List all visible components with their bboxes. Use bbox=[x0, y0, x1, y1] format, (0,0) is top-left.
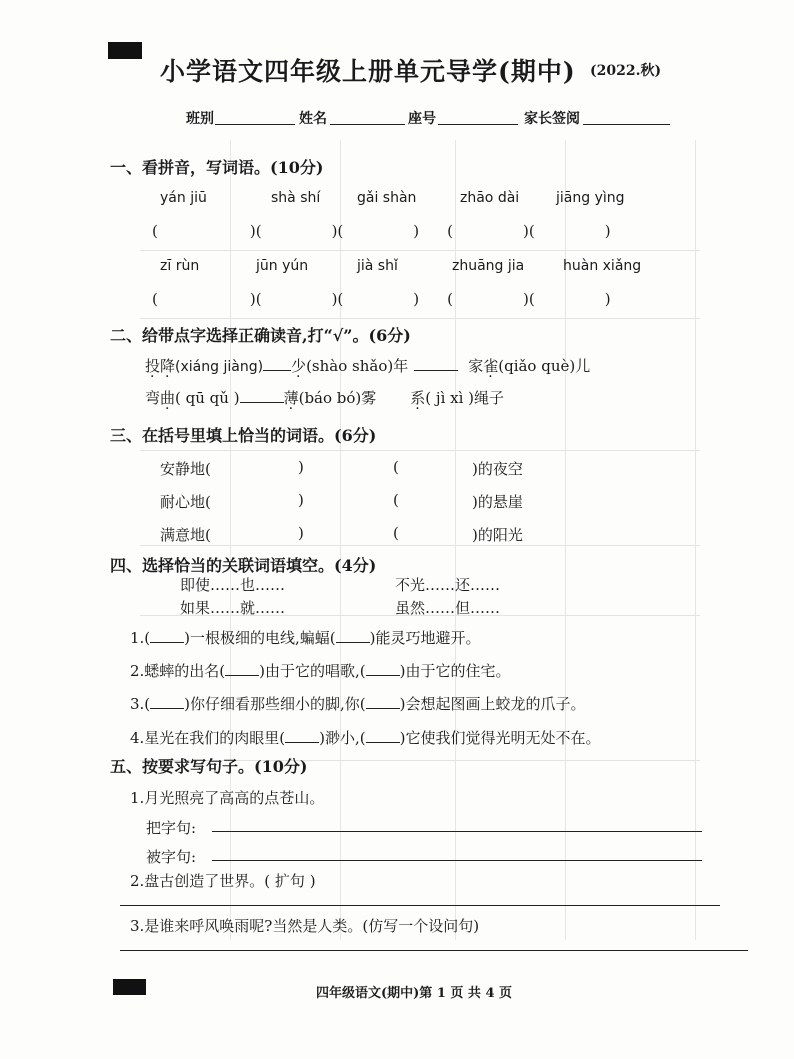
bei-sentence-label: 被字句: bbox=[146, 848, 197, 866]
term-label: (2022.秋) bbox=[590, 63, 662, 79]
class-label: 班别 bbox=[186, 111, 214, 127]
blank[interactable] bbox=[366, 708, 400, 709]
conjunction-option: 不光……还…… bbox=[395, 576, 501, 594]
question-4-3: 3.( )你仔细看那些细小的脚,你( )会想起图画上蛟龙的爪子。 bbox=[130, 695, 586, 713]
question-5-2: 2.盘古创造了世界。( 扩句 ) bbox=[130, 872, 316, 890]
blank[interactable] bbox=[226, 458, 296, 478]
blank[interactable] bbox=[226, 491, 296, 511]
conjunction-option: 虽然……但…… bbox=[395, 599, 501, 617]
class-field[interactable] bbox=[215, 124, 295, 125]
blank[interactable] bbox=[226, 524, 296, 544]
blank[interactable] bbox=[150, 708, 184, 709]
pinyin: zī rùn bbox=[160, 258, 200, 274]
pinyin: zhāo dài bbox=[460, 190, 520, 206]
ba-sentence-label: 把字句: bbox=[146, 819, 197, 837]
blank[interactable] bbox=[408, 524, 468, 544]
question-4-2: 2.蟋蟀的出名( )由于它的唱歌,( )由于它的住宅。 bbox=[130, 662, 511, 680]
bei-sentence-line[interactable] bbox=[212, 860, 702, 861]
corner-mark-bottom bbox=[113, 979, 146, 995]
section-1-title: 一、看拼音，写词语。(10分) bbox=[110, 158, 324, 177]
conjunction-option: 如果……就…… bbox=[180, 599, 286, 617]
section-2-title: 二、给带点字选择正确读音,打“√”。(6分) bbox=[110, 326, 411, 345]
question-5-1: 1.月光照亮了高高的点苍山。 bbox=[130, 789, 325, 807]
blank[interactable] bbox=[150, 642, 184, 643]
ba-sentence-line[interactable] bbox=[212, 831, 702, 832]
blank[interactable] bbox=[285, 742, 319, 743]
blank[interactable] bbox=[408, 458, 468, 478]
question-4-1: 1.( )一根极细的电线,蝙蝠( )能灵巧地避开。 bbox=[130, 629, 481, 647]
parent-sign-field[interactable] bbox=[583, 124, 670, 125]
answer-boxes-row-2[interactable]: ( )( )( ) ( )( ) bbox=[152, 290, 611, 308]
name-label: 姓名 bbox=[299, 111, 327, 127]
blank[interactable] bbox=[366, 742, 400, 743]
seat-field[interactable] bbox=[438, 124, 518, 125]
conjunction-option: 即使……也…… bbox=[180, 576, 286, 594]
pinyin: shà shí bbox=[271, 190, 321, 206]
reading-row-2: 弯曲( qū qǔ ) 薄(báo bó)雾 系( jì xì )绳子 bbox=[145, 389, 505, 407]
question-5-3: 3.是谁来呼风唤雨呢?当然是人类。(仿写一个设问句) bbox=[130, 917, 480, 935]
pinyin: yán jiū bbox=[160, 190, 207, 206]
corner-mark-top bbox=[108, 42, 142, 59]
answer-boxes-row-1[interactable]: ( )( )( ) ( )( ) bbox=[152, 222, 611, 240]
pinyin: jià shǐ bbox=[357, 258, 398, 274]
page-footer: 四年级语文(期中)第 1 页 共 4 页 bbox=[316, 986, 513, 1001]
seat-label: 座号 bbox=[408, 111, 436, 127]
expand-sentence-line[interactable] bbox=[120, 905, 720, 906]
pinyin: jūn yún bbox=[256, 258, 309, 274]
blank[interactable] bbox=[225, 675, 259, 676]
pinyin: gǎi shàn bbox=[357, 190, 417, 206]
name-field[interactable] bbox=[330, 124, 405, 125]
blank[interactable] bbox=[336, 642, 370, 643]
blank[interactable] bbox=[366, 675, 400, 676]
rhetorical-question-line[interactable] bbox=[120, 950, 748, 951]
page-title: 小学语文四年级上册单元导学(期中) bbox=[160, 57, 576, 86]
blank[interactable] bbox=[408, 491, 468, 511]
pinyin: huàn xiǎng bbox=[563, 258, 642, 274]
pinyin: jiāng yìng bbox=[556, 190, 625, 206]
pinyin: zhuāng jia bbox=[452, 258, 525, 274]
parent-sign-label: 家长签阅 bbox=[524, 111, 580, 127]
section-3-title: 三、在括号里填上恰当的词语。(6分) bbox=[110, 426, 377, 445]
section-4-title: 四、选择恰当的关联词语填空。(4分) bbox=[110, 556, 377, 575]
question-4-4: 4.星光在我们的肉眼里( )渺小,( )它使我们觉得光明无处不在。 bbox=[130, 729, 601, 747]
section-5-title: 五、按要求写句子。(10分) bbox=[110, 757, 308, 776]
reading-row-1: 投降(xiáng jiàng) 少(shào shǎo)年 家雀(qiǎo què)儿 bbox=[145, 357, 591, 375]
